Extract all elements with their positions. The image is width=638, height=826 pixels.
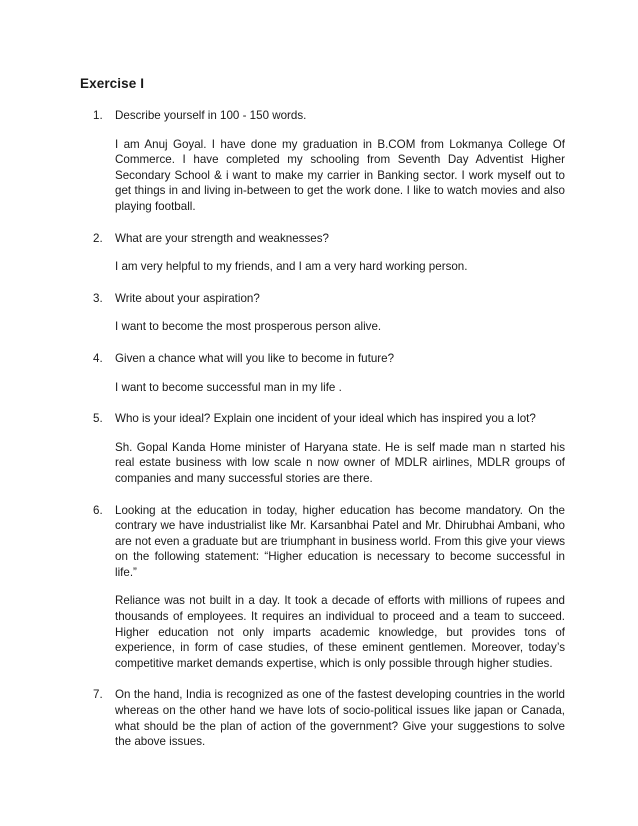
question-text: What are your strength and weaknesses? (115, 231, 329, 245)
answer-text: I want to become the most prosperous person alive. (115, 320, 382, 334)
question-text: Who is your ideal? Explain one incident of your ideal which has inspired you a lot? (115, 412, 536, 426)
item-number: 2. (93, 231, 103, 245)
answer-text: I am very helpful to my friends, and I am a very hard working person. (115, 260, 468, 274)
answer-text: Sh. Gopal Kanda Home minister of Haryana state. He is self made man n started his real estate business with low scale n now owner of MDLR airlines, MDLR groups of companies and many successful stories are there. (115, 440, 565, 485)
item-number: 1. (93, 109, 103, 122)
answer-text: I want to become successful man in my life . (115, 380, 342, 394)
list-item (93, 108, 565, 215)
list-item (93, 351, 565, 395)
answer-text: I am Anuj Goyal. I have done my graduation in B.COM from Lokmanya College Of Commerce. I have completed my schooling from Seventh Day Adventist Higher Secondary School & i want to make my carrier in Banking sector. I work myself out to get things in and living in-between to get the work done. I like to watch movies and also playing football. (115, 137, 565, 213)
list-item (93, 291, 565, 335)
question-text: Write about your aspiration? (115, 291, 260, 305)
item-number: 6. (93, 503, 103, 517)
item-number: 3. (93, 291, 103, 305)
question-text: On the hand, India is recognized as one of the fastest developing countries in the world whereas on the other hand we have lots of socio-political issues like japan or Canada, what should be the plan of action of the government? Give your suggestions to solve the above issues. (115, 688, 565, 749)
item-number: 4. (93, 351, 103, 365)
list-item (93, 231, 565, 275)
question-text: Looking at the education in today, higher education has become mandatory. On the contrary we have industrialist like Mr. Karsanbhai Patel and Mr. Dhirubhai Ambani, who are not even a graduate but are triumphant in business world. From this give your views on the following statement: “Higher education is necessary to become successful in life.” (115, 503, 565, 579)
item-number: 7. (93, 688, 103, 702)
list-item (93, 411, 565, 486)
question-text: Given a chance what will you like to become in future? (115, 351, 395, 365)
answer-text: Reliance was not built in a day. It took a decade of efforts with millions of rupees and thousands of employees. It requires an individual to proceed and a team to succeed. Higher education not only imparts academic knowledge, but provides tons of experience, in form of case studies, of these eminent gentlemen. Moreover, today’s competitive market demands expertise, which is only possible through higher studies. (115, 594, 565, 670)
list-item (93, 503, 565, 672)
list-item (93, 687, 565, 749)
question-list (93, 108, 565, 750)
question-text: Describe yourself in 100 - 150 words. (115, 109, 307, 122)
item-number: 5. (93, 412, 103, 426)
page-title: Exercise I (80, 76, 145, 91)
